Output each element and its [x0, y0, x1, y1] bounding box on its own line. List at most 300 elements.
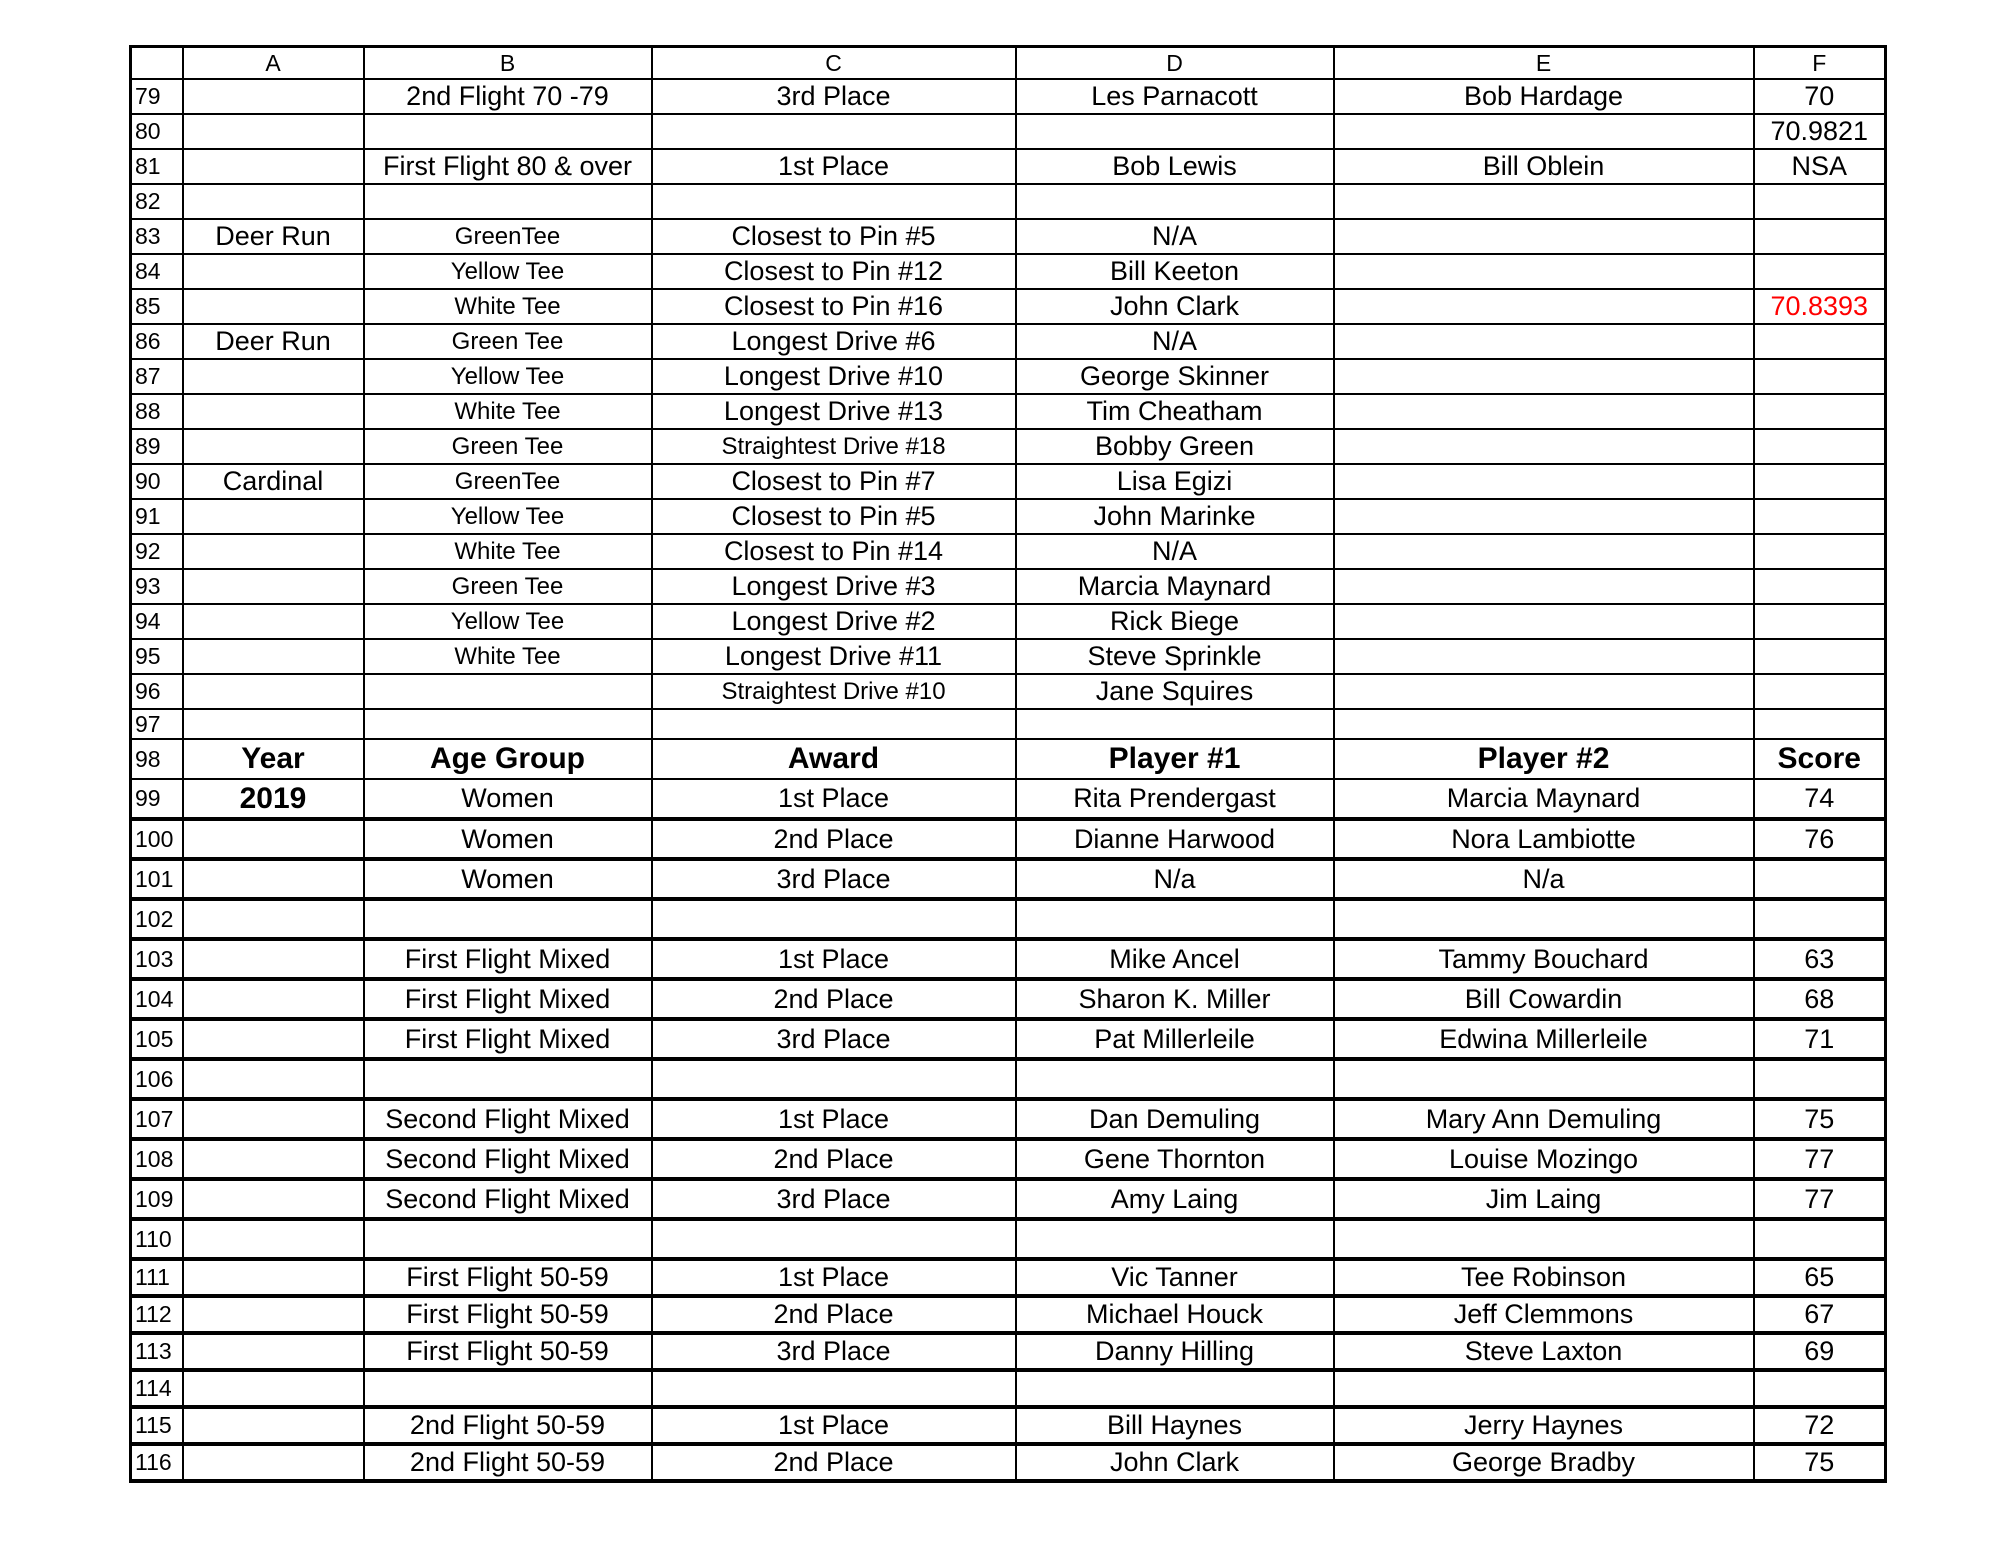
- cell-a[interactable]: [183, 639, 364, 674]
- cell-e[interactable]: [1334, 1059, 1754, 1099]
- row-number[interactable]: 92: [131, 534, 183, 569]
- cell-e[interactable]: [1334, 1370, 1754, 1407]
- cell-e[interactable]: [1334, 394, 1754, 429]
- cell-c[interactable]: 1st Place: [652, 149, 1016, 184]
- cell-c[interactable]: [652, 899, 1016, 939]
- cell-f[interactable]: [1754, 899, 1886, 939]
- cell-e[interactable]: [1334, 709, 1754, 739]
- cell-d[interactable]: Bob Lewis: [1016, 149, 1334, 184]
- cell-e[interactable]: [1334, 569, 1754, 604]
- cell-d[interactable]: Bill Keeton: [1016, 254, 1334, 289]
- cell-f[interactable]: [1754, 534, 1886, 569]
- cell-e[interactable]: [1334, 429, 1754, 464]
- cell-c[interactable]: 2nd Place: [652, 1296, 1016, 1333]
- cell-c[interactable]: Closest to Pin #5: [652, 499, 1016, 534]
- table-row: [131, 819, 1886, 859]
- cell-d[interactable]: John Marinke: [1016, 499, 1334, 534]
- cell-e[interactable]: [1334, 639, 1754, 674]
- cell-b[interactable]: White Tee: [364, 639, 652, 674]
- cell-c[interactable]: 2nd Place: [652, 979, 1016, 1019]
- cell-f[interactable]: [1754, 184, 1886, 219]
- row-number[interactable]: 84: [131, 254, 183, 289]
- cell-b[interactable]: Women: [364, 779, 652, 819]
- cell-f[interactable]: [1754, 464, 1886, 499]
- cell-f[interactable]: [1754, 1370, 1886, 1407]
- cell-b[interactable]: 2nd Flight 50-59: [364, 1407, 652, 1444]
- cell-c[interactable]: Longest Drive #2: [652, 604, 1016, 639]
- cell-d[interactable]: Jane Squires: [1016, 674, 1334, 709]
- cell-a[interactable]: [183, 149, 364, 184]
- cell-b[interactable]: White Tee: [364, 394, 652, 429]
- row-number[interactable]: 80: [131, 114, 183, 149]
- cell-e[interactable]: Jim Laing: [1334, 1179, 1754, 1219]
- row-number[interactable]: 90: [131, 464, 183, 499]
- row-number[interactable]: 106: [131, 1059, 183, 1099]
- cell-c[interactable]: Longest Drive #13: [652, 394, 1016, 429]
- cell-c[interactable]: 2nd Place: [652, 1444, 1016, 1481]
- cell-e[interactable]: [1334, 359, 1754, 394]
- row-number[interactable]: 101: [131, 859, 183, 899]
- table-row: [131, 1019, 1886, 1059]
- table-row: [131, 1219, 1886, 1259]
- row-number[interactable]: 94: [131, 604, 183, 639]
- cell-a[interactable]: [183, 289, 364, 324]
- cell-e[interactable]: [1334, 534, 1754, 569]
- cell-e[interactable]: Marcia Maynard: [1334, 779, 1754, 819]
- cell-d[interactable]: Gene Thornton: [1016, 1139, 1334, 1179]
- table-row: [131, 1099, 1886, 1139]
- cell-d[interactable]: Michael Houck: [1016, 1296, 1334, 1333]
- cell-b[interactable]: White Tee: [364, 534, 652, 569]
- corner-cell[interactable]: [131, 47, 183, 80]
- cell-e[interactable]: Bill Cowardin: [1334, 979, 1754, 1019]
- cell-a[interactable]: [183, 979, 364, 1019]
- table-row: [131, 939, 1886, 979]
- cell-f[interactable]: 77: [1754, 1179, 1886, 1219]
- cell-b[interactable]: [364, 674, 652, 709]
- cell-d[interactable]: Dan Demuling: [1016, 1099, 1334, 1139]
- cell-f[interactable]: [1754, 674, 1886, 709]
- row-number[interactable]: 95: [131, 639, 183, 674]
- cell-f[interactable]: 70.9821: [1754, 114, 1886, 149]
- cell-a[interactable]: Deer Run: [183, 324, 364, 359]
- cell-f[interactable]: NSA: [1754, 149, 1886, 184]
- cell-f[interactable]: 77: [1754, 1139, 1886, 1179]
- cell-c[interactable]: Longest Drive #3: [652, 569, 1016, 604]
- cell-c[interactable]: Longest Drive #11: [652, 639, 1016, 674]
- row-number[interactable]: 105: [131, 1019, 183, 1059]
- cell-b[interactable]: Green Tee: [364, 324, 652, 359]
- cell-c[interactable]: 1st Place: [652, 1407, 1016, 1444]
- cell-f[interactable]: 72: [1754, 1407, 1886, 1444]
- cell-c[interactable]: Closest to Pin #5: [652, 219, 1016, 254]
- cell-e[interactable]: [1334, 604, 1754, 639]
- cell-c[interactable]: Award: [652, 739, 1016, 779]
- column-header-e[interactable]: E: [1334, 47, 1754, 80]
- cell-b[interactable]: [364, 899, 652, 939]
- cell-a[interactable]: [183, 859, 364, 899]
- cell-f[interactable]: 71: [1754, 1019, 1886, 1059]
- row-number[interactable]: 96: [131, 674, 183, 709]
- cell-f[interactable]: [1754, 219, 1886, 254]
- cell-b[interactable]: Age Group: [364, 739, 652, 779]
- cell-c[interactable]: Closest to Pin #7: [652, 464, 1016, 499]
- cell-a[interactable]: [183, 359, 364, 394]
- cell-d[interactable]: Player #1: [1016, 739, 1334, 779]
- table-row: [131, 289, 1886, 324]
- cell-a[interactable]: [183, 939, 364, 979]
- cell-b[interactable]: Green Tee: [364, 569, 652, 604]
- cell-b[interactable]: 2nd Flight 50-59: [364, 1444, 652, 1481]
- cell-c[interactable]: 1st Place: [652, 939, 1016, 979]
- row-number[interactable]: 93: [131, 569, 183, 604]
- column-header-row: [131, 47, 1886, 80]
- table-row: [131, 534, 1886, 569]
- cell-c[interactable]: 3rd Place: [652, 1019, 1016, 1059]
- cell-f[interactable]: 75: [1754, 1444, 1886, 1481]
- row-number[interactable]: 111: [131, 1259, 183, 1296]
- cell-b[interactable]: Women: [364, 859, 652, 899]
- column-header-f[interactable]: F: [1754, 47, 1886, 80]
- row-number[interactable]: 102: [131, 899, 183, 939]
- cell-e[interactable]: [1334, 254, 1754, 289]
- cell-b[interactable]: [364, 1370, 652, 1407]
- cell-f[interactable]: 69: [1754, 1333, 1886, 1370]
- cell-a[interactable]: [183, 184, 364, 219]
- cell-e[interactable]: [1334, 1219, 1754, 1259]
- cell-e[interactable]: Jeff Clemmons: [1334, 1296, 1754, 1333]
- cell-c[interactable]: Straightest Drive #18: [652, 429, 1016, 464]
- cell-e[interactable]: [1334, 114, 1754, 149]
- cell-d[interactable]: Tim Cheatham: [1016, 394, 1334, 429]
- cell-d[interactable]: N/A: [1016, 534, 1334, 569]
- column-header-d[interactable]: D: [1016, 47, 1334, 80]
- column-header-a[interactable]: A: [183, 47, 364, 80]
- cell-e[interactable]: [1334, 289, 1754, 324]
- table-row: [131, 899, 1886, 939]
- cell-d[interactable]: N/A: [1016, 219, 1334, 254]
- cell-e[interactable]: [1334, 899, 1754, 939]
- cell-f[interactable]: 65: [1754, 1259, 1886, 1296]
- cell-f[interactable]: [1754, 394, 1886, 429]
- cell-d[interactable]: Les Parnacott: [1016, 79, 1334, 114]
- cell-b[interactable]: First Flight 50-59: [364, 1296, 652, 1333]
- cell-b[interactable]: First Flight Mixed: [364, 939, 652, 979]
- row-number[interactable]: 103: [131, 939, 183, 979]
- cell-f[interactable]: [1754, 604, 1886, 639]
- cell-f[interactable]: 74: [1754, 779, 1886, 819]
- cell-c[interactable]: [652, 184, 1016, 219]
- cell-d[interactable]: Lisa Egizi: [1016, 464, 1334, 499]
- row-number[interactable]: 87: [131, 359, 183, 394]
- cell-e[interactable]: George Bradby: [1334, 1444, 1754, 1481]
- table-row: [131, 464, 1886, 499]
- table-row: [131, 359, 1886, 394]
- cell-a[interactable]: [183, 819, 364, 859]
- table-row: [131, 254, 1886, 289]
- cell-f[interactable]: [1754, 254, 1886, 289]
- cell-d[interactable]: John Clark: [1016, 1444, 1334, 1481]
- row-number[interactable]: 89: [131, 429, 183, 464]
- cell-f[interactable]: [1754, 1219, 1886, 1259]
- cell-d[interactable]: Mike Ancel: [1016, 939, 1334, 979]
- cell-e[interactable]: Tammy Bouchard: [1334, 939, 1754, 979]
- cell-e[interactable]: Steve Laxton: [1334, 1333, 1754, 1370]
- row-number[interactable]: 114: [131, 1370, 183, 1407]
- cell-a[interactable]: [183, 674, 364, 709]
- cell-b[interactable]: [364, 114, 652, 149]
- cell-a[interactable]: [183, 254, 364, 289]
- cell-e[interactable]: [1334, 674, 1754, 709]
- cell-d[interactable]: Pat Millerleile: [1016, 1019, 1334, 1059]
- row-number[interactable]: 100: [131, 819, 183, 859]
- cell-d[interactable]: Bobby Green: [1016, 429, 1334, 464]
- cell-c[interactable]: 3rd Place: [652, 1179, 1016, 1219]
- cell-e[interactable]: [1334, 324, 1754, 359]
- cell-a[interactable]: [183, 1179, 364, 1219]
- table-row: [131, 1333, 1886, 1370]
- cell-e[interactable]: Player #2: [1334, 739, 1754, 779]
- table-row: [131, 779, 1886, 819]
- cell-d[interactable]: N/a: [1016, 859, 1334, 899]
- cell-a[interactable]: [183, 604, 364, 639]
- cell-d[interactable]: Vic Tanner: [1016, 1259, 1334, 1296]
- cell-f[interactable]: [1754, 429, 1886, 464]
- cell-b[interactable]: Second Flight Mixed: [364, 1099, 652, 1139]
- table-row: [131, 859, 1886, 899]
- cell-f[interactable]: [1754, 359, 1886, 394]
- cell-e[interactable]: [1334, 219, 1754, 254]
- cell-d[interactable]: [1016, 709, 1334, 739]
- cell-d[interactable]: Bill Haynes: [1016, 1407, 1334, 1444]
- cell-c[interactable]: [652, 114, 1016, 149]
- cell-b[interactable]: [364, 1219, 652, 1259]
- cell-f[interactable]: 76: [1754, 819, 1886, 859]
- cell-a[interactable]: [183, 709, 364, 739]
- cell-c[interactable]: [652, 709, 1016, 739]
- cell-f[interactable]: 68: [1754, 979, 1886, 1019]
- row-number[interactable]: 97: [131, 709, 183, 739]
- row-number[interactable]: 116: [131, 1444, 183, 1481]
- cell-c[interactable]: 2nd Place: [652, 819, 1016, 859]
- row-number[interactable]: 82: [131, 184, 183, 219]
- cell-b[interactable]: [364, 1059, 652, 1099]
- cell-d[interactable]: [1016, 184, 1334, 219]
- cell-d[interactable]: Rita Prendergast: [1016, 779, 1334, 819]
- cell-c[interactable]: [652, 1370, 1016, 1407]
- cell-e[interactable]: [1334, 464, 1754, 499]
- cell-d[interactable]: Sharon K. Miller: [1016, 979, 1334, 1019]
- cell-b[interactable]: Yellow Tee: [364, 499, 652, 534]
- cell-f[interactable]: [1754, 639, 1886, 674]
- cell-f[interactable]: 63: [1754, 939, 1886, 979]
- cell-a[interactable]: Cardinal: [183, 464, 364, 499]
- cell-b[interactable]: Yellow Tee: [364, 254, 652, 289]
- cell-a[interactable]: [183, 1059, 364, 1099]
- cell-b[interactable]: [364, 709, 652, 739]
- cell-a[interactable]: [183, 394, 364, 429]
- cell-d[interactable]: George Skinner: [1016, 359, 1334, 394]
- row-number[interactable]: 112: [131, 1296, 183, 1333]
- table-row: [131, 639, 1886, 674]
- cell-f[interactable]: 75: [1754, 1099, 1886, 1139]
- cell-d[interactable]: [1016, 899, 1334, 939]
- cell-e[interactable]: N/a: [1334, 859, 1754, 899]
- cell-e[interactable]: Edwina Millerleile: [1334, 1019, 1754, 1059]
- cell-d[interactable]: Dianne Harwood: [1016, 819, 1334, 859]
- row-number[interactable]: 83: [131, 219, 183, 254]
- cell-c[interactable]: Closest to Pin #14: [652, 534, 1016, 569]
- row-number[interactable]: 91: [131, 499, 183, 534]
- cell-a[interactable]: [183, 1139, 364, 1179]
- row-number[interactable]: 113: [131, 1333, 183, 1370]
- cell-d[interactable]: [1016, 1370, 1334, 1407]
- cell-f[interactable]: [1754, 499, 1886, 534]
- cell-d[interactable]: Danny Hilling: [1016, 1333, 1334, 1370]
- cell-c[interactable]: Closest to Pin #12: [652, 254, 1016, 289]
- column-header-b[interactable]: B: [364, 47, 652, 80]
- table-row: [131, 604, 1886, 639]
- cell-a[interactable]: Year: [183, 739, 364, 779]
- cell-b[interactable]: First Flight Mixed: [364, 979, 652, 1019]
- cell-c[interactable]: Longest Drive #10: [652, 359, 1016, 394]
- cell-a[interactable]: [183, 79, 364, 114]
- table-row: [131, 1059, 1886, 1099]
- cell-b[interactable]: Yellow Tee: [364, 359, 652, 394]
- row-number[interactable]: 86: [131, 324, 183, 359]
- cell-a[interactable]: 2019: [183, 779, 364, 819]
- cell-c[interactable]: 3rd Place: [652, 1333, 1016, 1370]
- cell-d[interactable]: John Clark: [1016, 289, 1334, 324]
- cell-d[interactable]: Steve Sprinkle: [1016, 639, 1334, 674]
- cell-f[interactable]: [1754, 1059, 1886, 1099]
- row-number[interactable]: 109: [131, 1179, 183, 1219]
- cell-a[interactable]: [183, 1370, 364, 1407]
- cell-f[interactable]: 67: [1754, 1296, 1886, 1333]
- cell-a[interactable]: [183, 899, 364, 939]
- table-row: [131, 739, 1886, 779]
- cell-a[interactable]: [183, 569, 364, 604]
- cell-d[interactable]: Rick Biege: [1016, 604, 1334, 639]
- cell-d[interactable]: [1016, 1219, 1334, 1259]
- cell-b[interactable]: Second Flight Mixed: [364, 1179, 652, 1219]
- table-row: [131, 1407, 1886, 1444]
- cell-e[interactable]: Bill Oblein: [1334, 149, 1754, 184]
- cell-d[interactable]: [1016, 1059, 1334, 1099]
- cell-a[interactable]: [183, 1219, 364, 1259]
- cell-f[interactable]: [1754, 569, 1886, 604]
- cell-f[interactable]: [1754, 709, 1886, 739]
- cell-d[interactable]: [1016, 114, 1334, 149]
- cell-b[interactable]: First Flight Mixed: [364, 1019, 652, 1059]
- cell-c[interactable]: 1st Place: [652, 1099, 1016, 1139]
- row-number[interactable]: 99: [131, 779, 183, 819]
- cell-b[interactable]: First Flight 50-59: [364, 1259, 652, 1296]
- cell-b[interactable]: Women: [364, 819, 652, 859]
- row-number[interactable]: 88: [131, 394, 183, 429]
- cell-a[interactable]: [183, 1407, 364, 1444]
- cell-a[interactable]: [183, 1099, 364, 1139]
- cell-b[interactable]: First Flight 50-59: [364, 1333, 652, 1370]
- cell-b[interactable]: Yellow Tee: [364, 604, 652, 639]
- table-row: [131, 394, 1886, 429]
- cell-c[interactable]: 1st Place: [652, 1259, 1016, 1296]
- cell-a[interactable]: [183, 1019, 364, 1059]
- cell-e[interactable]: Nora Lambiotte: [1334, 819, 1754, 859]
- row-number[interactable]: 115: [131, 1407, 183, 1444]
- table-row: [131, 324, 1886, 359]
- cell-b[interactable]: 2nd Flight 70 -79: [364, 79, 652, 114]
- row-number[interactable]: 104: [131, 979, 183, 1019]
- cell-b[interactable]: Second Flight Mixed: [364, 1139, 652, 1179]
- row-number[interactable]: 108: [131, 1139, 183, 1179]
- table-row: [131, 184, 1886, 219]
- cell-f[interactable]: 70.8393: [1754, 289, 1886, 324]
- cell-c[interactable]: 1st Place: [652, 779, 1016, 819]
- cell-f[interactable]: [1754, 859, 1886, 899]
- cell-a[interactable]: [183, 1296, 364, 1333]
- cell-e[interactable]: Tee Robinson: [1334, 1259, 1754, 1296]
- table-row: [131, 1370, 1886, 1407]
- cell-e[interactable]: Louise Mozingo: [1334, 1139, 1754, 1179]
- cell-c[interactable]: 2nd Place: [652, 1139, 1016, 1179]
- row-number[interactable]: 98: [131, 739, 183, 779]
- cell-a[interactable]: [183, 499, 364, 534]
- cell-e[interactable]: Bob Hardage: [1334, 79, 1754, 114]
- column-header-c[interactable]: C: [652, 47, 1016, 80]
- cell-c[interactable]: Straightest Drive #10: [652, 674, 1016, 709]
- cell-a[interactable]: [183, 1333, 364, 1370]
- cell-b[interactable]: [364, 184, 652, 219]
- cell-d[interactable]: Marcia Maynard: [1016, 569, 1334, 604]
- cell-c[interactable]: Closest to Pin #16: [652, 289, 1016, 324]
- cell-a[interactable]: [183, 534, 364, 569]
- cell-f[interactable]: [1754, 324, 1886, 359]
- cell-a[interactable]: [183, 1444, 364, 1481]
- cell-a[interactable]: [183, 114, 364, 149]
- cell-b[interactable]: Green Tee: [364, 429, 652, 464]
- cell-a[interactable]: [183, 1259, 364, 1296]
- cell-c[interactable]: 3rd Place: [652, 79, 1016, 114]
- cell-e[interactable]: Jerry Haynes: [1334, 1407, 1754, 1444]
- cell-f[interactable]: Score: [1754, 739, 1886, 779]
- row-number[interactable]: 110: [131, 1219, 183, 1259]
- cell-d[interactable]: Amy Laing: [1016, 1179, 1334, 1219]
- cell-c[interactable]: Longest Drive #6: [652, 324, 1016, 359]
- cell-c[interactable]: 3rd Place: [652, 859, 1016, 899]
- cell-a[interactable]: [183, 429, 364, 464]
- cell-b[interactable]: GreenTee: [364, 464, 652, 499]
- row-number[interactable]: 79: [131, 79, 183, 114]
- row-number[interactable]: 85: [131, 289, 183, 324]
- cell-c[interactable]: [652, 1059, 1016, 1099]
- cell-c[interactable]: [652, 1219, 1016, 1259]
- cell-e[interactable]: [1334, 184, 1754, 219]
- spreadsheet-grid: [129, 45, 1887, 1483]
- row-number[interactable]: 107: [131, 1099, 183, 1139]
- cell-b[interactable]: White Tee: [364, 289, 652, 324]
- cell-a[interactable]: Deer Run: [183, 219, 364, 254]
- cell-b[interactable]: GreenTee: [364, 219, 652, 254]
- cell-d[interactable]: N/A: [1016, 324, 1334, 359]
- cell-f[interactable]: 70: [1754, 79, 1886, 114]
- cell-b[interactable]: First Flight 80 & over: [364, 149, 652, 184]
- table-row: [131, 1179, 1886, 1219]
- table-row: [131, 114, 1886, 149]
- cell-e[interactable]: [1334, 499, 1754, 534]
- cell-e[interactable]: Mary Ann Demuling: [1334, 1099, 1754, 1139]
- row-number[interactable]: 81: [131, 149, 183, 184]
